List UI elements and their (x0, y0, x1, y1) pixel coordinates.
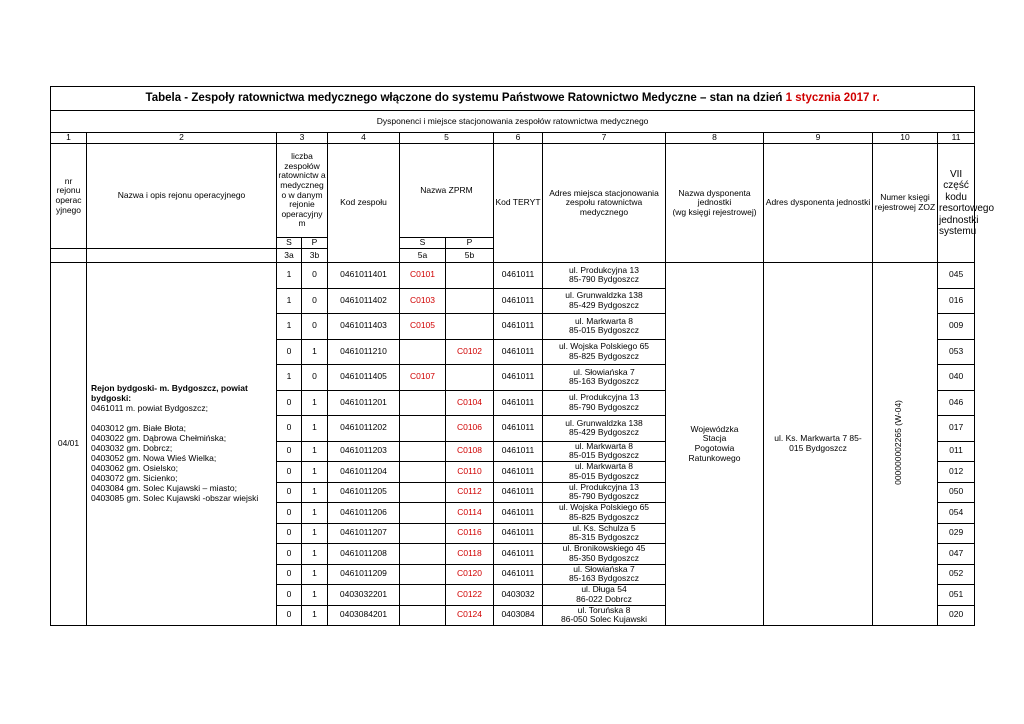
region-line: 0403022 gm. Dąbrowa Chełmińska; (91, 432, 227, 443)
resort-code: 040 (938, 365, 975, 391)
zprm-p (446, 288, 494, 314)
station-street: ul. Długa 54 (581, 584, 627, 595)
region-line: 0403085 gm. Solec Kujawski -obszar wiejski (91, 492, 259, 503)
header-zprm-s: S (400, 238, 446, 249)
team-count-p: 0 (302, 314, 328, 340)
station-city: 85-790 Bydgoszcz (569, 491, 639, 502)
zprm-p (446, 314, 494, 340)
station-city: 85-790 Bydgoszcz (569, 401, 639, 412)
team-code: 0461011402 (328, 288, 400, 314)
station-city: 85-163 Bydgoszcz (569, 376, 639, 387)
station-city: 85-429 Bydgoszcz (569, 299, 639, 310)
station-city: 85-015 Bydgoszcz (569, 325, 639, 336)
zprm-s (400, 544, 446, 565)
team-code: 0461011401 (328, 263, 400, 289)
teryt-code: 0461011 (494, 482, 543, 503)
station-address (543, 365, 666, 391)
zprm-s (400, 390, 446, 416)
teryt-code: 0461011 (494, 523, 543, 544)
station-city: 85-825 Bydgoszcz (569, 350, 639, 361)
station-address (543, 390, 666, 416)
col-number-7: 7 (543, 133, 666, 144)
ambulance-teams-table (50, 86, 995, 626)
col-number-3: 3 (277, 133, 328, 144)
station-city: 85-825 Bydgoszcz (569, 511, 639, 522)
team-code: 0461011208 (328, 544, 400, 565)
header-dispatcher-address: Adres dysponenta jednostki (764, 144, 873, 263)
teryt-code: 0403084 (494, 605, 543, 626)
team-code: 0461011207 (328, 523, 400, 544)
team-count-s: 1 (277, 365, 302, 391)
region-line: 0403062 gm. Osielsko; (91, 462, 178, 473)
zprm-p: C0110 (446, 462, 494, 483)
station-address (543, 564, 666, 585)
region-line: 0403052 gm. Nowa Wieś Wielka; (91, 452, 217, 463)
station-city: 85-015 Bydgoszcz (569, 470, 639, 481)
station-address (543, 462, 666, 483)
team-code: 0461011206 (328, 503, 400, 524)
resort-code: 054 (938, 503, 975, 524)
resort-code: 029 (938, 523, 975, 544)
col-number-5: 5 (400, 133, 494, 144)
registry-number (873, 263, 938, 626)
resort-code: 009 (938, 314, 975, 340)
station-street: ul. Grunwaldzka 138 (565, 417, 643, 428)
team-count-s: 0 (277, 462, 302, 483)
header-dispatcher-name-line1: Nazwa dysponenta jednostki (678, 187, 751, 208)
team-count-p: 0 (302, 365, 328, 391)
station-street: ul. Słowiańska 7 (573, 366, 635, 377)
column-number-row (51, 133, 975, 144)
header-registry-number: Numer księgi rejestrowej ZOZ (873, 144, 938, 263)
team-count-p: 1 (302, 482, 328, 503)
team-count-s: 0 (277, 390, 302, 416)
zprm-s (400, 416, 446, 442)
region-line: 0403012 gm. Białe Błota; (91, 422, 186, 433)
region-name: Rejon bydgoski- m. Bydgoszcz, powiat bydgoski: (91, 383, 248, 403)
teryt-code: 0403032 (494, 585, 543, 606)
header-5a: 5a (400, 249, 446, 263)
team-count-s: 0 (277, 585, 302, 606)
station-street: ul. Toruńska 8 (577, 604, 631, 615)
team-code: 0403032201 (328, 585, 400, 606)
col-number-9: 9 (764, 133, 873, 144)
teryt-code: 0461011 (494, 462, 543, 483)
team-code: 0461011405 (328, 365, 400, 391)
team-count-p: 1 (302, 416, 328, 442)
table-subtitle: Dysponenci i miejsce stacjonowania zespołów ratownictwa medycznego (51, 111, 975, 133)
header-region-name: Nazwa i opis rejonu operacyjnego (87, 144, 277, 249)
team-count-p: 1 (302, 523, 328, 544)
zprm-s (400, 605, 446, 626)
zprm-s (400, 482, 446, 503)
header-team-code: Kod zespołu (328, 144, 400, 263)
resort-code: 016 (938, 288, 975, 314)
resort-code: 051 (938, 585, 975, 606)
teryt-code: 0461011 (494, 441, 543, 462)
col-number-4: 4 (328, 133, 400, 144)
station-address (543, 482, 666, 503)
team-count-p: 1 (302, 462, 328, 483)
team-count-s: 0 (277, 544, 302, 565)
resort-code: 045 (938, 263, 975, 289)
team-count-p: 1 (302, 503, 328, 524)
zprm-p: C0122 (446, 585, 494, 606)
col-number-11: 11 (938, 133, 975, 144)
zprm-p: C0120 (446, 564, 494, 585)
zprm-s (400, 339, 446, 365)
header-zprm-p: P (446, 238, 494, 249)
team-count-s: 1 (277, 288, 302, 314)
station-street: ul. Markwarta 8 (574, 315, 634, 326)
team-count-s: 0 (277, 339, 302, 365)
station-street: ul. Produkcyjna 13 (569, 481, 639, 492)
team-count-s: 1 (277, 263, 302, 289)
col-number-1: 1 (51, 133, 87, 144)
zprm-s: C0103 (400, 288, 446, 314)
zprm-s: C0107 (400, 365, 446, 391)
team-code: 0403084201 (328, 605, 400, 626)
zprm-s (400, 441, 446, 462)
team-count-p: 1 (302, 390, 328, 416)
header-3a: 3a (277, 249, 302, 263)
teryt-code: 0461011 (494, 263, 543, 289)
header-resort-code: VII część kodu resortowego jednostki systemu (938, 144, 975, 263)
resort-code: 011 (938, 441, 975, 462)
teryt-code: 0461011 (494, 314, 543, 340)
header-team-count: liczba zespołów ratownictw a medyczneg o w danym rejonie operacyjny m (277, 144, 328, 238)
station-city: 85-350 Bydgoszcz (569, 552, 639, 563)
zprm-p: C0108 (446, 441, 494, 462)
teryt-code: 0461011 (494, 503, 543, 524)
region-line: 0461011 m. powiat Bydgoszcz; (91, 402, 209, 413)
team-count-p: 1 (302, 441, 328, 462)
station-street: ul. Bronikowskiego 45 (562, 543, 646, 554)
teryt-code: 0461011 (494, 365, 543, 391)
station-street: ul. Markwarta 8 (574, 440, 634, 451)
team-count-s: 0 (277, 523, 302, 544)
station-street: ul. Produkcyjna 13 (569, 392, 639, 403)
zprm-s (400, 585, 446, 606)
station-city: 85-015 Bydgoszcz (569, 450, 639, 461)
zprm-p: C0102 (446, 339, 494, 365)
zprm-s (400, 564, 446, 585)
team-count-s: 0 (277, 482, 302, 503)
zprm-p: C0118 (446, 544, 494, 565)
team-count-p: 0 (302, 263, 328, 289)
header-row (51, 144, 975, 238)
zprm-p: C0116 (446, 523, 494, 544)
table-row (51, 263, 975, 289)
station-city: 86-050 Solec Kujawski (561, 614, 647, 625)
station-street: ul. Grunwaldzka 138 (565, 290, 643, 301)
header-5b: 5b (446, 249, 494, 263)
zprm-p: C0124 (446, 605, 494, 626)
zprm-p: C0106 (446, 416, 494, 442)
zprm-p: C0114 (446, 503, 494, 524)
station-street: ul. Ks. Schulza 5 (572, 522, 636, 533)
station-city: 85-790 Bydgoszcz (569, 274, 639, 285)
station-address (543, 523, 666, 544)
teryt-code: 0461011 (494, 339, 543, 365)
dispatcher-name: Wojewódzka Stacja Pogotowia Ratunkowego (666, 263, 764, 626)
region-description (87, 263, 277, 626)
team-count-p: 1 (302, 585, 328, 606)
team-count-s: 0 (277, 441, 302, 462)
zprm-s (400, 503, 446, 524)
station-city: 86-022 Dobrcz (576, 593, 632, 604)
resort-code: 047 (938, 544, 975, 565)
team-count-p: 1 (302, 544, 328, 565)
station-street: ul. Słowiańska 7 (573, 563, 635, 574)
teryt-code: 0461011 (494, 288, 543, 314)
station-address (543, 441, 666, 462)
header-zprm-name: Nazwa ZPRM (400, 144, 494, 238)
header-3b: 3b (302, 249, 328, 263)
station-address (543, 503, 666, 524)
document-sheet (50, 86, 995, 626)
station-street: ul. Markwarta 8 (574, 461, 634, 472)
resort-code: 017 (938, 416, 975, 442)
team-code: 0461011403 (328, 314, 400, 340)
resort-code: 020 (938, 605, 975, 626)
header-count-s: S (277, 238, 302, 249)
team-code: 0461011205 (328, 482, 400, 503)
station-address (543, 263, 666, 289)
header-count-p: P (302, 238, 328, 249)
team-code: 0461011210 (328, 339, 400, 365)
col-number-6: 6 (494, 133, 543, 144)
team-count-p: 1 (302, 605, 328, 626)
col-number-10: 10 (873, 133, 938, 144)
header-region-number: nr rejonu operac yjnego (51, 144, 87, 249)
resort-code: 050 (938, 482, 975, 503)
header-blank-2 (87, 249, 277, 263)
teryt-code: 0461011 (494, 544, 543, 565)
station-city: 85-163 Bydgoszcz (569, 573, 639, 584)
team-code: 0461011203 (328, 441, 400, 462)
zprm-p (446, 263, 494, 289)
station-address (543, 544, 666, 565)
team-count-s: 0 (277, 605, 302, 626)
team-count-s: 1 (277, 314, 302, 340)
team-count-p: 0 (302, 288, 328, 314)
col-number-8: 8 (666, 133, 764, 144)
col-number-2: 2 (87, 133, 277, 144)
station-city: 85-429 Bydgoszcz (569, 427, 639, 438)
zprm-p (446, 365, 494, 391)
teryt-code: 0461011 (494, 416, 543, 442)
title-date: 1 stycznia 2017 r. (785, 92, 880, 105)
station-address (543, 605, 666, 626)
resort-code: 052 (938, 564, 975, 585)
table-title (51, 87, 975, 111)
zprm-s (400, 523, 446, 544)
dispatcher-address: ul. Ks. Markwarta 7 85-015 Bydgoszcz (764, 263, 873, 626)
region-line: 0403032 gm. Dobrcz; (91, 442, 173, 453)
header-dispatcher-name-line2: (wg księgi rejestrowej) (672, 206, 757, 217)
region-number: 04/01 (51, 263, 87, 626)
team-code: 0461011209 (328, 564, 400, 585)
zprm-s: C0101 (400, 263, 446, 289)
resort-code: 053 (938, 339, 975, 365)
zprm-s: C0105 (400, 314, 446, 340)
teryt-code: 0461011 (494, 564, 543, 585)
zprm-p: C0104 (446, 390, 494, 416)
station-address (543, 314, 666, 340)
zprm-s (400, 462, 446, 483)
station-address (543, 288, 666, 314)
team-code: 0461011204 (328, 462, 400, 483)
region-line: 0403084 gm. Solec Kujawski – miasto; (91, 482, 237, 493)
team-code: 0461011201 (328, 390, 400, 416)
title-text: Tabela - Zespoły ratownictwa medycznego włączone do systemu Państwowe Ratownictwo Medyczne – stan na dzień (145, 92, 786, 105)
region-line: 0403072 gm. Sicienko; (91, 472, 178, 483)
station-street: ul. Produkcyjna 13 (569, 264, 639, 275)
resort-code: 046 (938, 390, 975, 416)
header-station-address: Adres miejsca stacjonowania zespołu ratownictwa medycznego (543, 144, 666, 263)
station-address (543, 585, 666, 606)
team-count-p: 1 (302, 339, 328, 365)
team-count-s: 0 (277, 564, 302, 585)
resort-code: 012 (938, 462, 975, 483)
zprm-p: C0112 (446, 482, 494, 503)
station-street: ul. Wojska Polskiego 65 (558, 502, 650, 513)
header-teryt: Kod TERYT (494, 144, 543, 263)
registry-number-text: 000000002265 (W-04) (893, 400, 903, 486)
header-dispatcher-name (666, 144, 764, 263)
teryt-code: 0461011 (494, 390, 543, 416)
header-blank-1 (51, 249, 87, 263)
team-count-p: 1 (302, 564, 328, 585)
team-count-s: 0 (277, 416, 302, 442)
station-address (543, 339, 666, 365)
station-street: ul. Wojska Polskiego 65 (558, 341, 650, 352)
team-count-s: 0 (277, 503, 302, 524)
station-address (543, 416, 666, 442)
team-code: 0461011202 (328, 416, 400, 442)
station-city: 85-315 Bydgoszcz (569, 532, 639, 543)
